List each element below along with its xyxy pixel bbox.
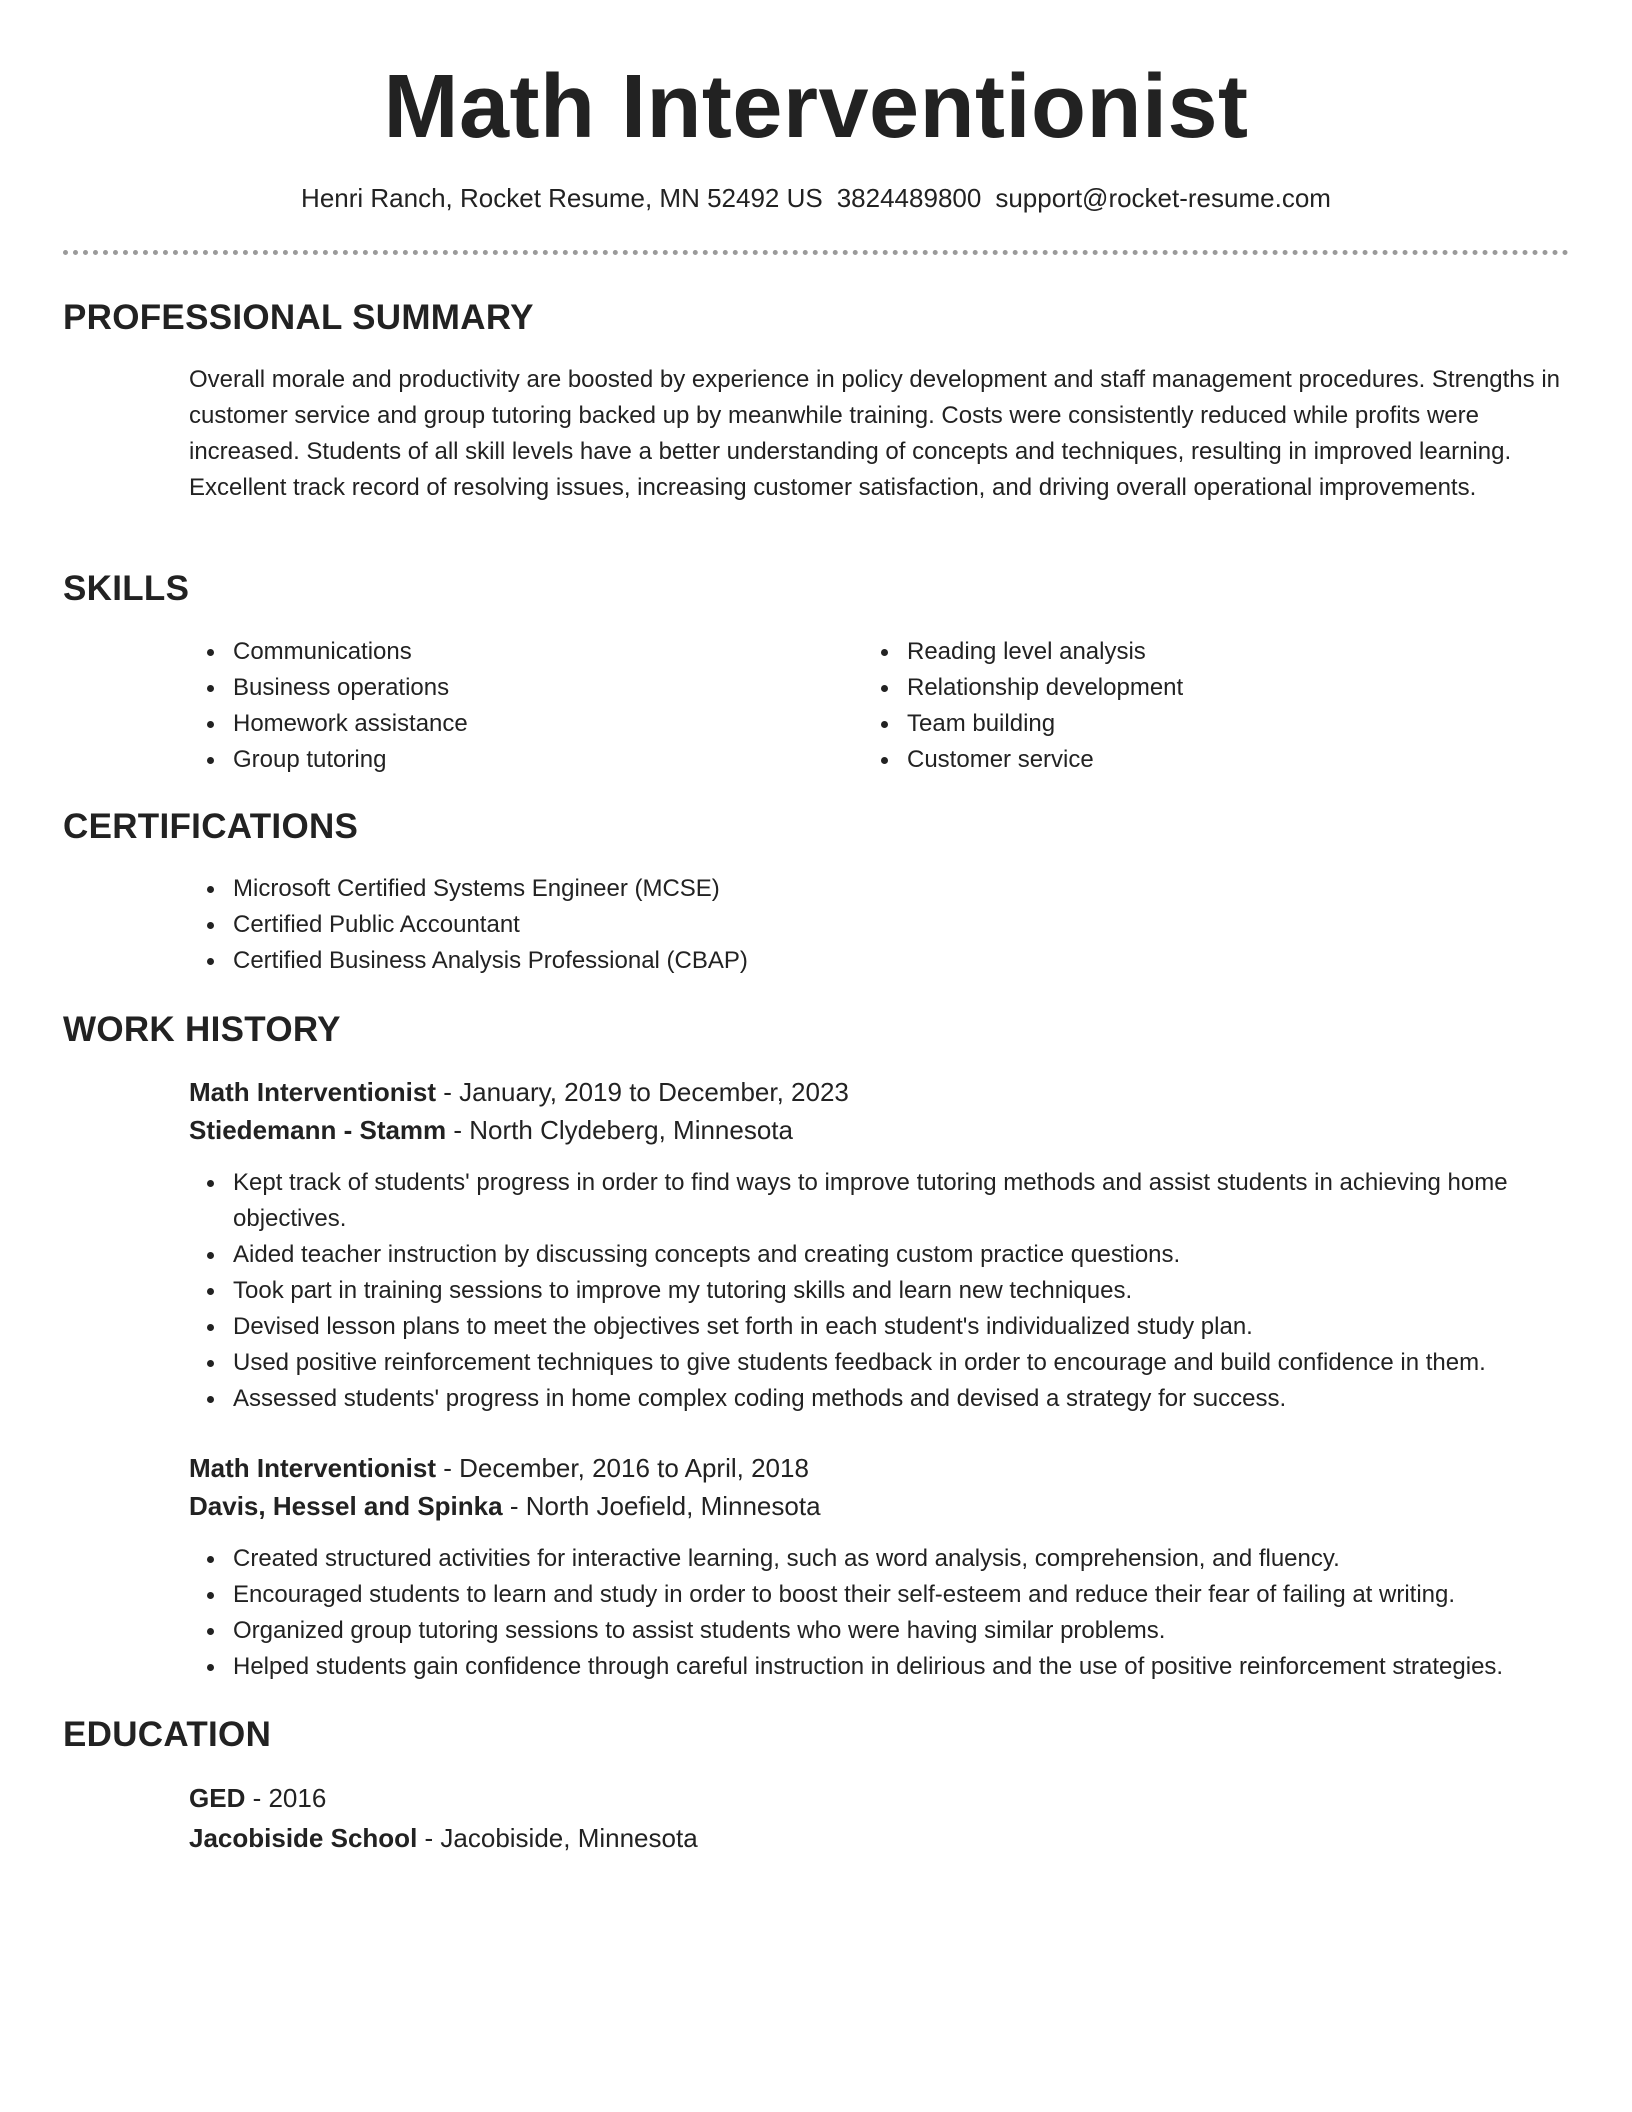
- contact-phone: 3824489800: [836, 183, 982, 213]
- job-title: Math Interventionist: [189, 1077, 437, 1107]
- list-item: Certified Business Analysis Professional (CBAP): [233, 943, 1569, 979]
- list-item: Helped students gain confidence through careful instruction in delirious and the use of positive reinforcement strategies.: [233, 1649, 1569, 1685]
- header-divider: [63, 250, 1569, 255]
- list-item: Business operations: [233, 670, 809, 706]
- summary-section: [189, 362, 1569, 506]
- education-degree-line: [189, 1778, 1569, 1818]
- work-history-heading: WORK HISTORY: [63, 1010, 341, 1049]
- summary-heading: PROFESSIONAL SUMMARY: [63, 298, 534, 337]
- job-bullets: [189, 1165, 1569, 1417]
- list-item: Homework assistance: [233, 706, 809, 742]
- job-company-line: [189, 1487, 1569, 1525]
- education-school-line: [189, 1818, 1569, 1858]
- list-item: Communications: [233, 634, 809, 670]
- list-item: Encouraged students to learn and study in order to boost their self-esteem and reduce their fear of failing at writing.: [233, 1577, 1569, 1613]
- job-entry: [189, 1449, 1569, 1685]
- list-item: Reading level analysis: [907, 634, 1483, 670]
- job-dates: - December, 2016 to April, 2018: [436, 1453, 809, 1483]
- list-item: Used positive reinforcement techniques to give students feedback in order to encourage and build confidence in them.: [233, 1345, 1569, 1381]
- contact-email: support@rocket-resume.com: [995, 183, 1331, 213]
- skills-column-left: [189, 634, 809, 778]
- list-item: Kept track of students' progress in order to find ways to improve tutoring methods and assist students in achieving home objectives.: [233, 1165, 1569, 1237]
- list-item: Assessed students' progress in home complex coding methods and devised a strategy for success.: [233, 1381, 1569, 1417]
- job-bullets: [189, 1541, 1569, 1685]
- job-location: - North Joefield, Minnesota: [502, 1491, 821, 1521]
- skills-list-left: [189, 634, 809, 778]
- list-item: Aided teacher instruction by discussing concepts and creating custom practice questions.: [233, 1237, 1569, 1273]
- job-dates: - January, 2019 to December, 2023: [436, 1077, 849, 1107]
- list-item: Certified Public Accountant: [233, 907, 1569, 943]
- list-item: Microsoft Certified Systems Engineer (MCSE): [233, 871, 1569, 907]
- skills-heading: SKILLS: [63, 569, 190, 608]
- job-entry: [189, 1073, 1569, 1417]
- education-section: [189, 1778, 1569, 1858]
- contact-address: Henri Ranch, Rocket Resume, MN 52492 US: [301, 183, 823, 213]
- summary-text: Overall morale and productivity are boosted by experience in policy development and staff management procedures. Strengths in customer service and group tutoring backed up by meanwhile training. Costs were consistently reduced while profits were increased. Students of all skill levels have a better understanding of concepts and techniques, resulting in improved learning. Excellent track record of resolving issues, increasing customer satisfaction, and driving overall operational improvements.: [189, 366, 1560, 501]
- job-company-line: [189, 1111, 1569, 1149]
- education-degree: GED: [189, 1783, 246, 1813]
- list-item: Created structured activities for interactive learning, such as word analysis, comprehension, and fluency.: [233, 1541, 1569, 1577]
- skills-column-right: [863, 634, 1483, 778]
- list-item: Organized group tutoring sessions to assist students who were having similar problems.: [233, 1613, 1569, 1649]
- certifications-section: [189, 871, 1569, 979]
- contact-line: [0, 180, 1632, 216]
- certifications-heading: CERTIFICATIONS: [63, 807, 359, 846]
- job-title-line: [189, 1449, 1569, 1487]
- list-item: Customer service: [907, 742, 1483, 778]
- list-item: Took part in training sessions to improve my tutoring skills and learn new techniques.: [233, 1273, 1569, 1309]
- skills-section: [189, 634, 1569, 784]
- list-item: Group tutoring: [233, 742, 809, 778]
- skills-list-right: [863, 634, 1483, 778]
- resume-title: Math Interventionist: [383, 57, 1249, 157]
- education-heading: EDUCATION: [63, 1715, 272, 1754]
- job-company: Davis, Hessel and Spinka: [189, 1491, 503, 1521]
- education-year: - 2016: [245, 1783, 327, 1813]
- list-item: Relationship development: [907, 670, 1483, 706]
- job-title-line: [189, 1073, 1569, 1111]
- list-item: Devised lesson plans to meet the objectives set forth in each student's individualized study plan.: [233, 1309, 1569, 1345]
- education-school: Jacobiside School: [189, 1823, 418, 1853]
- list-item: Team building: [907, 706, 1483, 742]
- certifications-list: [189, 871, 1569, 979]
- education-location: - Jacobiside, Minnesota: [417, 1823, 698, 1853]
- job-title: Math Interventionist: [189, 1453, 437, 1483]
- job-company: Stiedemann - Stamm: [189, 1115, 447, 1145]
- job-location: - North Clydeberg, Minnesota: [446, 1115, 793, 1145]
